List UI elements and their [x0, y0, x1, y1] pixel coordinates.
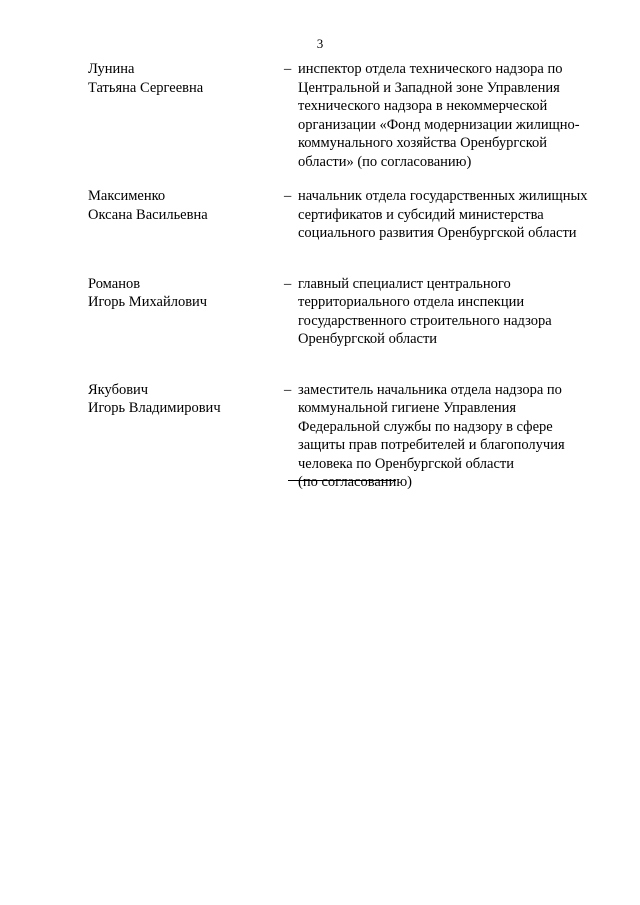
- position-line: технического надзора в некоммерческой: [298, 98, 548, 114]
- member-name: [88, 381, 284, 492]
- member-position: [298, 275, 608, 349]
- member-entry-romanov: [88, 275, 608, 349]
- position-line: Центральной и Западной зоне Управления: [298, 79, 560, 96]
- dash-separator: –: [284, 381, 292, 398]
- member-given-names: Игорь Михайлович: [88, 294, 208, 310]
- member-position: [298, 187, 608, 243]
- position-line: заместитель начальника отдела надзора по: [298, 381, 562, 398]
- position-line: защиты прав потребителей и благополучия: [298, 437, 565, 453]
- member-given-names: Оксана Васильевна: [88, 206, 208, 223]
- member-surname: Лунина: [88, 61, 135, 77]
- member-entry-yakubovich: [88, 381, 608, 492]
- dash-separator: –: [284, 275, 292, 292]
- position-line: главный специалист центрального: [298, 275, 511, 292]
- member-list: [88, 60, 608, 492]
- position-line: инспектор отдела технического надзора по: [298, 61, 563, 77]
- dash-separator: –: [284, 61, 292, 77]
- member-surname: Якубович: [88, 381, 149, 398]
- page-number: 3: [316, 36, 324, 51]
- position-line: (по согласованию): [298, 474, 412, 490]
- position-line: области» (по согласованию): [298, 153, 472, 170]
- member-entry-lunina: [88, 60, 608, 171]
- position-line: сертификатов и субсидий министерства: [298, 206, 544, 223]
- position-line: коммунальной гигиене Управления: [298, 400, 517, 416]
- position-line: государственного строительного надзора: [298, 312, 552, 329]
- position-line: коммунального хозяйства Оренбургской: [298, 135, 548, 151]
- position-line: человека по Оренбургской области: [298, 455, 514, 472]
- position-line: начальник отдела государственных жилищных: [298, 188, 588, 204]
- dash-separator: –: [284, 188, 292, 204]
- member-surname: Максименко: [88, 188, 166, 204]
- member-surname: Романов: [88, 275, 141, 292]
- member-entry-maksimenko: [88, 187, 608, 243]
- position-line: Федеральной службы по надзору в сфере: [298, 418, 553, 435]
- member-name: [88, 187, 284, 243]
- position-line: социального развития Оренбургской области: [298, 225, 577, 241]
- member-given-names: Игорь Владимирович: [88, 400, 221, 416]
- member-name: [88, 275, 284, 349]
- position-line: Оренбургской области: [298, 331, 438, 347]
- member-given-names: Татьяна Сергеевна: [88, 79, 204, 96]
- member-position: [298, 60, 608, 171]
- member-name: [88, 60, 284, 171]
- closing-rule: [288, 480, 396, 481]
- position-line: организации «Фонд модернизации жилищно-: [298, 116, 580, 133]
- member-position: [298, 381, 608, 492]
- position-line: территориального отдела инспекции: [298, 294, 525, 310]
